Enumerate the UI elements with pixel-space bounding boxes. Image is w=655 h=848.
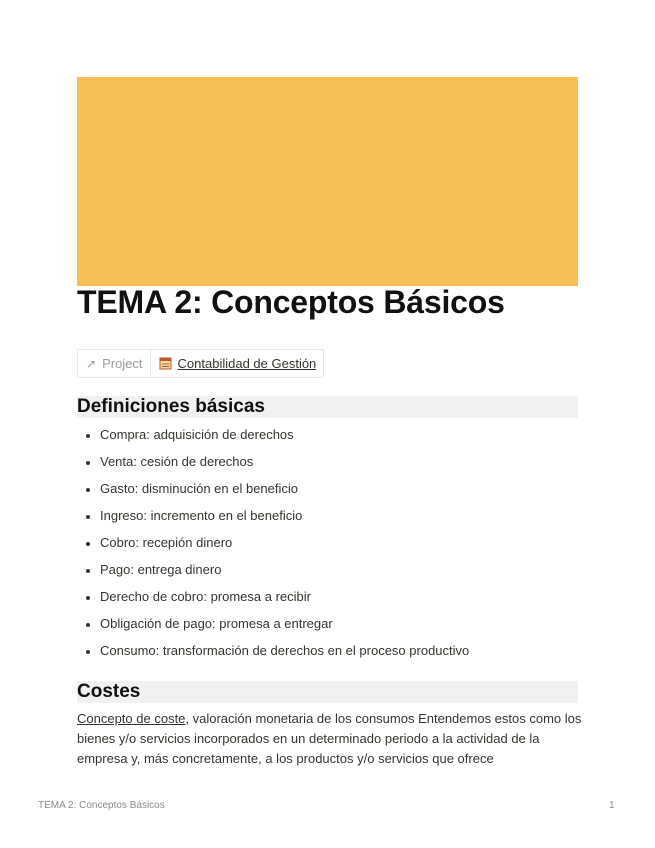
list-item: Pago: entrega dinero	[77, 558, 469, 585]
cover-image	[77, 77, 578, 286]
project-link[interactable]: Contabilidad de Gestión	[177, 356, 317, 371]
definitions-list	[77, 423, 469, 666]
list-item: Cobro: recepión dinero	[77, 531, 469, 558]
list-item: Compra: adquisición de derechos	[77, 423, 469, 450]
list-item: Obligación de pago: promesa a entregar	[77, 612, 469, 639]
list-item: Consumo: transformación de derechos en el proceso productivo	[77, 639, 469, 666]
page-number: 1	[609, 800, 615, 811]
property-value[interactable]	[151, 350, 324, 377]
property-label: Project	[102, 356, 143, 371]
costes-paragraph	[77, 709, 582, 769]
property-key	[78, 350, 151, 377]
arrow-up-right-icon: ↗	[86, 356, 97, 371]
section-heading-costes: Costes	[77, 681, 578, 703]
footer-title: TEMA 2: Conceptos Básicos	[38, 800, 165, 811]
property-row	[77, 349, 324, 378]
list-item: Derecho de cobro: promesa a recibir	[77, 585, 469, 612]
list-item: Gasto: disminución en el beneficio	[77, 477, 469, 504]
section-heading-definiciones: Definiciones básicas	[77, 396, 578, 418]
book-icon	[159, 357, 172, 370]
page-title: TEMA 2: Conceptos Básicos	[77, 284, 505, 320]
list-item: Venta: cesión de derechos	[77, 450, 469, 477]
concepto-de-coste-link[interactable]: Concepto de coste	[77, 711, 186, 726]
costes-text: , valoración monetaria de los consumos Entendemos estos como los bienes y/o servicios incorporados en un determinado periodo a la actividad de la empresa y, más concretamente, a los productos y/o servicios que ofrece	[77, 711, 582, 766]
list-item: Ingreso: incremento en el beneficio	[77, 504, 469, 531]
